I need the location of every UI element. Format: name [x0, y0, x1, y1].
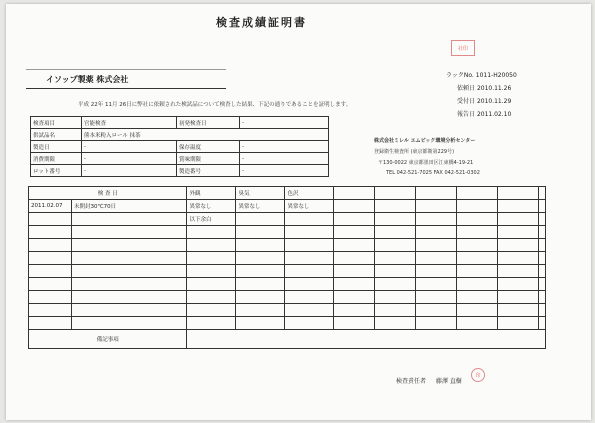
- results-cell: [29, 291, 72, 304]
- results-cell: [72, 226, 187, 239]
- results-cell: [457, 265, 498, 278]
- results-row: [29, 239, 546, 252]
- results-cell: [457, 187, 498, 200]
- info-cell: 保存温度: [177, 141, 240, 153]
- result-odor: 異常なし: [236, 200, 285, 213]
- results-cell: [457, 304, 498, 317]
- results-cell: [236, 226, 285, 239]
- meta-rack-label: ラックNo.: [446, 72, 474, 79]
- info-cell: -: [240, 153, 329, 165]
- results-cell: [334, 213, 375, 226]
- results-cell: [29, 226, 72, 239]
- results-cell: [72, 213, 187, 226]
- results-cell: [375, 213, 416, 226]
- results-cell: [334, 200, 375, 213]
- results-cell: [72, 291, 187, 304]
- results-cell: [72, 317, 187, 330]
- results-cell: [498, 291, 539, 304]
- results-cell: [457, 317, 498, 330]
- info-cell: 官能検査: [82, 117, 177, 129]
- header-appearance: 外観: [187, 187, 236, 200]
- results-cell: [236, 317, 285, 330]
- responsible-name: 藤澤 直樹: [435, 378, 462, 385]
- results-cell: [375, 304, 416, 317]
- client-rule-top: [26, 69, 226, 70]
- results-cell: [539, 187, 546, 200]
- results-cell: [72, 304, 187, 317]
- results-cell: [187, 278, 236, 291]
- results-cell: [416, 265, 457, 278]
- results-cell: [416, 213, 457, 226]
- results-cell: [187, 252, 236, 265]
- results-cell: [375, 252, 416, 265]
- results-cell: [72, 252, 187, 265]
- results-cell: [72, 265, 187, 278]
- results-cell: [375, 278, 416, 291]
- results-row: [29, 265, 546, 278]
- results-cell: [539, 200, 546, 213]
- results-cell: [375, 265, 416, 278]
- seal-stamp: 印: [471, 368, 485, 382]
- results-cell: [498, 239, 539, 252]
- results-cell: [187, 239, 236, 252]
- results-row: [29, 213, 546, 226]
- document-title: 検査成績証明書: [216, 16, 307, 29]
- note-label: 備記事項: [29, 330, 187, 349]
- meta-report-value: 2011.02.10: [476, 111, 512, 118]
- results-cell: [416, 226, 457, 239]
- results-cell: [416, 278, 457, 291]
- results-cell: [498, 265, 539, 278]
- info-cell: 賞味期限: [177, 153, 240, 165]
- results-cell: [236, 278, 285, 291]
- results-cell: [285, 213, 334, 226]
- results-cell: [29, 239, 72, 252]
- results-cell: [498, 252, 539, 265]
- results-cell: [539, 278, 546, 291]
- results-cell: [498, 200, 539, 213]
- info-row: [31, 165, 329, 177]
- results-cell: [498, 278, 539, 291]
- results-cell: [334, 265, 375, 278]
- results-cell: [285, 252, 334, 265]
- results-cell: [29, 304, 72, 317]
- info-cell: -: [240, 165, 329, 177]
- results-cell: [236, 213, 285, 226]
- results-cell: [457, 278, 498, 291]
- results-cell: [375, 200, 416, 213]
- header-color: 色沢: [285, 187, 334, 200]
- results-cell: [539, 291, 546, 304]
- results-row: [29, 317, 546, 330]
- header-odor: 臭気: [236, 187, 285, 200]
- info-cell: -: [240, 141, 329, 153]
- results-note-row: [29, 330, 546, 349]
- info-row: [31, 153, 329, 165]
- results-cell: [236, 265, 285, 278]
- lab-phone: TEL 042-521-7025 FAX 042-521-0302: [386, 170, 480, 176]
- results-cell: [375, 291, 416, 304]
- meta-request-date: [457, 83, 511, 92]
- results-cell: [29, 278, 72, 291]
- results-row: [29, 304, 546, 317]
- results-cell: [416, 187, 457, 200]
- results-cell: [416, 252, 457, 265]
- results-cell: [539, 317, 546, 330]
- info-cell: ロット番号: [31, 165, 82, 177]
- results-cell: [29, 213, 72, 226]
- results-cell: [416, 239, 457, 252]
- results-cell: [498, 226, 539, 239]
- results-cell: [236, 291, 285, 304]
- info-cell: -: [82, 141, 177, 153]
- results-cell: [334, 278, 375, 291]
- meta-report-date: [457, 109, 511, 118]
- results-cell: [457, 239, 498, 252]
- results-cell: [334, 317, 375, 330]
- footer-signature: [396, 376, 462, 385]
- results-cell: [457, 291, 498, 304]
- results-cell: [285, 304, 334, 317]
- meta-request-label: 依頼日: [457, 85, 476, 92]
- results-cell: [334, 239, 375, 252]
- result-color: 異常なし: [285, 200, 334, 213]
- results-cell: [457, 252, 498, 265]
- results-cell: [416, 200, 457, 213]
- results-cell: [416, 317, 457, 330]
- results-cell: [285, 278, 334, 291]
- note-value: [187, 330, 546, 349]
- results-cell: [187, 317, 236, 330]
- info-cell: 製造日: [31, 141, 82, 153]
- result-condition: 未開封30℃70日: [72, 200, 187, 213]
- result-appearance: 異常なし: [187, 200, 236, 213]
- results-cell: [539, 304, 546, 317]
- info-cell: 消費期限: [31, 153, 82, 165]
- info-cell: 熊本米粉入ロール 抹茶: [82, 129, 329, 141]
- results-cell: [539, 265, 546, 278]
- info-cell: 製造番号: [177, 165, 240, 177]
- info-row: [31, 141, 329, 153]
- results-cell: [375, 317, 416, 330]
- results-cell: [29, 317, 72, 330]
- results-cell: [334, 252, 375, 265]
- results-cell: [285, 317, 334, 330]
- lab-address: 〒130-0022 東京都墨田区江東橋4-19-21: [378, 160, 474, 166]
- results-header-row: [29, 187, 546, 200]
- sample-info-table: [30, 116, 329, 177]
- info-cell: -: [82, 165, 177, 177]
- results-cell: [457, 200, 498, 213]
- header-inspection-date: 検 査 日: [29, 187, 187, 200]
- results-cell: [334, 187, 375, 200]
- intro-statement: 平成 22年 11月 26日に弊社に依頼された検試品について検査した結果、下記の通りであることを証明します。: [78, 102, 352, 108]
- results-cell: [187, 291, 236, 304]
- results-cell: [236, 252, 285, 265]
- results-cell: [187, 265, 236, 278]
- results-cell: [187, 226, 236, 239]
- results-row: [29, 278, 546, 291]
- lab-registration: 登録衛生検査所 (東京都衛第229号): [374, 149, 455, 155]
- results-cell: [498, 317, 539, 330]
- meta-receipt-date: [457, 96, 511, 105]
- certificate-page: [6, 4, 591, 420]
- info-cell: 初発検査日: [177, 117, 240, 129]
- results-cell: [375, 226, 416, 239]
- results-row: [29, 226, 546, 239]
- results-cell: [539, 226, 546, 239]
- info-cell: 検査項目: [31, 117, 82, 129]
- results-row: [29, 252, 546, 265]
- meta-request-value: 2010.11.26: [476, 85, 512, 92]
- result-date: 2011.02.07: [29, 200, 72, 213]
- results-cell: [498, 213, 539, 226]
- lab-name: 株式会社ミレル エムピック環境分析センター: [374, 138, 476, 144]
- results-cell: [236, 304, 285, 317]
- meta-rack: [446, 70, 517, 79]
- results-cell: [285, 239, 334, 252]
- results-row: [29, 291, 546, 304]
- results-cell: [29, 265, 72, 278]
- result-blank-marker: 以下余白: [187, 213, 236, 226]
- results-cell: [498, 304, 539, 317]
- client-name: イソップ製薬 株式会社: [46, 75, 129, 84]
- results-cell: [72, 278, 187, 291]
- meta-receipt-label: 受付日: [457, 98, 476, 105]
- results-table: [28, 186, 546, 349]
- info-cell: -: [82, 153, 177, 165]
- results-row: [29, 200, 546, 213]
- results-cell: [334, 291, 375, 304]
- results-cell: [539, 239, 546, 252]
- results-cell: [285, 265, 334, 278]
- info-cell: 供試品名: [31, 129, 82, 141]
- info-cell: -: [240, 117, 329, 129]
- results-cell: [539, 213, 546, 226]
- results-cell: [416, 291, 457, 304]
- results-cell: [29, 252, 72, 265]
- results-cell: [334, 304, 375, 317]
- responsible-label: 検査責任者: [396, 378, 427, 385]
- company-stamp-mark: 社印: [451, 40, 475, 56]
- client-rule: [26, 88, 226, 89]
- results-cell: [416, 304, 457, 317]
- results-cell: [457, 213, 498, 226]
- info-row: [31, 129, 329, 141]
- results-cell: [375, 239, 416, 252]
- meta-report-label: 報告日: [457, 111, 476, 118]
- results-cell: [187, 304, 236, 317]
- info-row: [31, 117, 329, 129]
- results-cell: [539, 252, 546, 265]
- results-cell: [375, 187, 416, 200]
- results-cell: [285, 291, 334, 304]
- results-cell: [72, 239, 187, 252]
- results-cell: [285, 226, 334, 239]
- results-cell: [236, 239, 285, 252]
- results-cell: [457, 226, 498, 239]
- results-cell: [334, 226, 375, 239]
- meta-rack-value: 1011-H20050: [475, 72, 517, 79]
- meta-receipt-value: 2010.11.29: [476, 98, 512, 105]
- results-cell: [498, 187, 539, 200]
